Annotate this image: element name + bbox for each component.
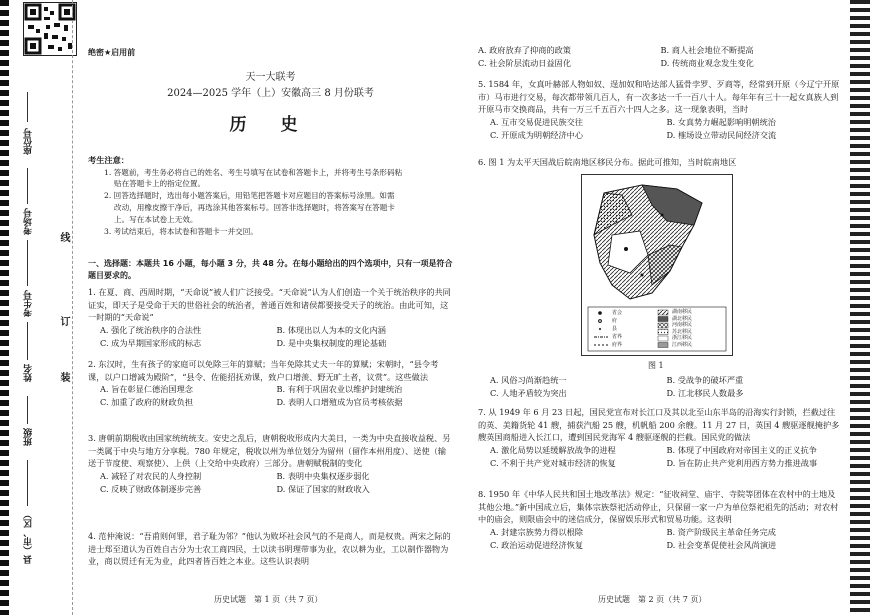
option-d[interactable]: D. 传统商业观念发生变化 — [660, 57, 754, 68]
legend-item: 湖南移民 — [672, 309, 693, 315]
option-c[interactable]: C. 不利于共产党对城市经济的恢复 — [490, 457, 616, 468]
question-8 — [478, 488, 843, 552]
option-b[interactable]: B. 表明中央集权逐步弱化 — [276, 471, 370, 482]
binding-mark-xian: 线 — [58, 232, 69, 242]
label-seat-no: 座位号 — [24, 128, 34, 155]
binding-mark-ding: 订 — [58, 316, 69, 326]
notice-item: 贴在答题卡上的指定位置。 — [114, 179, 206, 189]
question-4-options — [478, 44, 843, 69]
option-a[interactable]: A. 政府放弃了抑商的政策 — [478, 45, 571, 55]
legend-item: 县 — [612, 326, 618, 332]
question-text: 1. 在夏、商、西周时期，“天命说”被人们广泛接受。“天命说”认为人们创造一个关于统治秩序的共同证实，即天子是受命于天的世俗社会的统治者，普通百姓和诸侯都要接受天子的统治。由此可知，这一时期的“天命说” — [88, 287, 451, 323]
option-b[interactable]: B. 体现了中国政府对帝国主义的正义抗争 — [666, 445, 817, 456]
question-text: 5. 1584 年，女真叶赫部人物如奴、逞加奴和哈达部人猛骨孛罗、歹商等，经常到开原（今辽宁开原市）马市进行交易，每次都带领几百人，有一次多达一千一百八十人。每年年有三十一起女真族人到开原马市交换商品，共有一万三千五百六十四人之多。这一现象表明，当时 — [478, 79, 840, 115]
legend-item: 湖北移民 — [672, 315, 693, 322]
label-room-no: 考场号 — [24, 208, 34, 235]
question-5 — [478, 78, 843, 142]
option-d[interactable]: D. 榷场设立带动民间经济交流 — [666, 129, 777, 140]
label-student-no: 考生号 — [24, 290, 34, 317]
question-1 — [88, 286, 453, 350]
question-text: 8. 1950 年《中华人民共和国土地改革法》规定：“征收祠堂、庙宇、寺院等团体在农村中的土地及其他公地。”新中国成立后，集体宗族祭祀活动停止，只保留一家一户为单位祭祀祖先的活动；对农村中的庙会，则限庙会中的迷信成分，保留娱乐形式和贸易功能。这表明 — [478, 489, 839, 525]
label-name: 姓名 — [24, 364, 34, 382]
county-line — [27, 460, 28, 506]
legend-item: 苏北移民 — [672, 328, 693, 335]
option-d[interactable]: D. 江北移民人数最多 — [666, 387, 744, 398]
notice-item: 1. 答题前，考生务必将自己的姓名、考生号填写在试卷和答题卡上，并将考生号条形码粘 — [104, 167, 403, 177]
binding-mark-zhuang: 装 — [58, 372, 69, 382]
legend-item: 省界 — [612, 334, 623, 340]
legend-right — [672, 309, 728, 348]
option-b[interactable]: B. 体现出以人为本的文化内涵 — [276, 325, 386, 336]
option-c[interactable]: C. 成为早期国家形成的标志 — [100, 337, 202, 348]
page-footer: 历史试题 第 1 页（共 7 页） — [214, 595, 323, 604]
question-text: 6. 图 1 为太平天国战后皖南地区移民分布。据此可推知，当时皖南地区 — [478, 157, 737, 167]
seat-no-line — [27, 92, 28, 122]
confidential-mark: 绝密★启用前 — [88, 48, 136, 57]
legend-left — [612, 309, 652, 349]
question-text: 2. 东汉时，生有孩子的家庭可以免除三年的算赋；当年免除其丈夫一年的算赋；宋朝时，“县令考课，以户口增减为殿阶”，“县令、佐能招抚劝课，致户口增羡、野无旷土者，议赏”。这些做法 — [88, 359, 439, 382]
question-6 — [478, 156, 843, 169]
option-a[interactable]: A. 激化局势以延缓解放战争的进程 — [490, 445, 616, 456]
legend-item: 府界 — [612, 342, 623, 348]
legend-item: 江西移民 — [672, 341, 693, 348]
legend-item: 河南移民 — [672, 322, 693, 328]
option-c[interactable]: C. 开原成为明朝经济中心 — [490, 129, 584, 140]
notice-block — [88, 154, 453, 237]
option-a[interactable]: A. 旨在彰显仁德治国理念 — [100, 384, 193, 395]
option-b[interactable]: B. 有利于巩固农业以维护封建统治 — [276, 384, 403, 395]
option-c[interactable]: C. 社会阶层流动日益固化 — [478, 57, 572, 68]
legend-item: 府 — [612, 318, 618, 324]
legend-item: 省会 — [612, 310, 623, 316]
section-heading: 一、选择题：本题共 16 小题，每小题 3 分，共 48 分。在每小题给出的四个选项中，只有一项是符合题目要求的。 — [88, 259, 453, 281]
option-d[interactable]: D. 是中央集权制度的理论基础 — [276, 337, 387, 348]
option-d[interactable]: D. 旨在防止共产党利用西方势力推进战事 — [666, 457, 818, 468]
room-no-line — [27, 168, 28, 204]
notice-title: 考生注意： — [88, 155, 129, 165]
option-c[interactable]: C. 反映了财政体制逐步完善 — [100, 483, 202, 494]
subject-title: 历 史 — [229, 115, 312, 135]
option-a[interactable]: A. 风俗习尚渐趋统一 — [490, 375, 567, 385]
notice-item: 2. 回答选择题时，选出每小题答案后，用铅笔把答题卡对应题目的答案标号涂黑。如需 — [104, 191, 395, 201]
option-b[interactable]: B. 资产阶级民主革命任务完成 — [666, 527, 776, 538]
option-a[interactable]: A. 封建宗族势力得以根除 — [490, 527, 583, 538]
exam-subtitle: 2024—2025 学年（上）安徽高三 8 月份联考 — [167, 88, 374, 99]
label-class: 班级 — [24, 428, 34, 446]
notice-item: 上。写在本试卷上无效。 — [114, 214, 198, 224]
notice-item: 改动，用橡皮擦干净后，再选涂其他答案标号。回答非选择题时，将答案写在答题卡 — [114, 203, 395, 212]
student-no-line — [27, 240, 28, 286]
figure-caption: 图 1 — [648, 361, 664, 370]
right-edge-stripe — [850, 0, 870, 615]
binding-stripe — [0, 0, 9, 615]
legend-item: 浙江移民 — [672, 335, 693, 341]
question-text: 7. 从 1949 年 6 月 23 日起，国民党宣布对长江口及其以北至山东半岛的沿海实行封锁，拦截过往的英、美籍货轮 41 艘，捕获汽船 25 艘，机帆船 200 余艘。11 月 27 日，英国 4 艘驱逐舰掩护多艘英国商船进入长江口，遭到国民党海军 4 艘驱逐舰的拦截。国民党的做法 — [478, 407, 840, 443]
option-c[interactable]: C. 政治运动促进经济恢复 — [490, 539, 584, 550]
option-c[interactable]: C. 加重了政府的财政负担 — [100, 397, 194, 408]
question-7 — [478, 406, 843, 470]
option-a[interactable]: A. 互市交易促进民族交往 — [490, 117, 583, 128]
option-c[interactable]: C. 人地矛盾较为突出 — [490, 387, 567, 398]
option-b[interactable]: B. 女真势力崛起影响明朝统治 — [666, 117, 776, 128]
migration-map-figure — [581, 174, 733, 356]
question-text: 3. 唐朝前期税收由国家统统统支。安史之乱后，唐朝税收形成内大美日，一类为中央直接收益税、另一类属于中央与地方分享税。780 年规定，税收以州为单位划分为留州（留作本州用度）、送使（输送于节度使、观察使）、上供（上交给中央政府）三部分。唐朝赋税制的变化 — [88, 433, 451, 469]
question-4 — [88, 530, 453, 568]
binding-dashed-line — [72, 0, 73, 615]
question-text: 4. 范仲淹说：“吾甫则何罪，君子耻为邻？”他认为败坏社会风气的不是商人，而是权贵。两宋之际的进士郑至道认为百姓自古分为士农工商四民，士以读书明理带事为业，农以耕为业，工以制作器物为业，商以贸迁有无为业，此四者皆百姓之本业。这些认识表明 — [88, 531, 451, 567]
notice-item: 3. 考试结束后，将本试卷和答题卡一并交回。 — [104, 226, 258, 236]
label-county: 县（市、区） — [24, 510, 34, 564]
option-d[interactable]: D. 社会变革促使社会风尚演进 — [666, 539, 777, 550]
binding-sidebar — [10, 0, 70, 615]
page-footer: 历史试题 第 2 页（共 7 页） — [598, 595, 707, 604]
question-6-options — [478, 374, 843, 399]
option-a[interactable]: A. 减轻了对农民的人身控制 — [100, 471, 202, 482]
question-3 — [88, 432, 453, 496]
exam-name: 天一大联考 — [245, 72, 296, 83]
option-d[interactable]: D. 保证了国家的财政收入 — [276, 483, 370, 494]
option-a[interactable]: A. 强化了统治秩序的合法性 — [100, 325, 202, 336]
option-b[interactable]: B. 受战争的破坏严重 — [666, 375, 744, 385]
option-d[interactable]: D. 表明人口增殖成为官员考核依据 — [276, 397, 403, 408]
name-line — [27, 322, 28, 360]
question-2 — [88, 358, 453, 409]
option-b[interactable]: B. 商人社会地位不断提高 — [660, 45, 754, 55]
class-line — [27, 396, 28, 424]
qr-code — [23, 2, 77, 56]
